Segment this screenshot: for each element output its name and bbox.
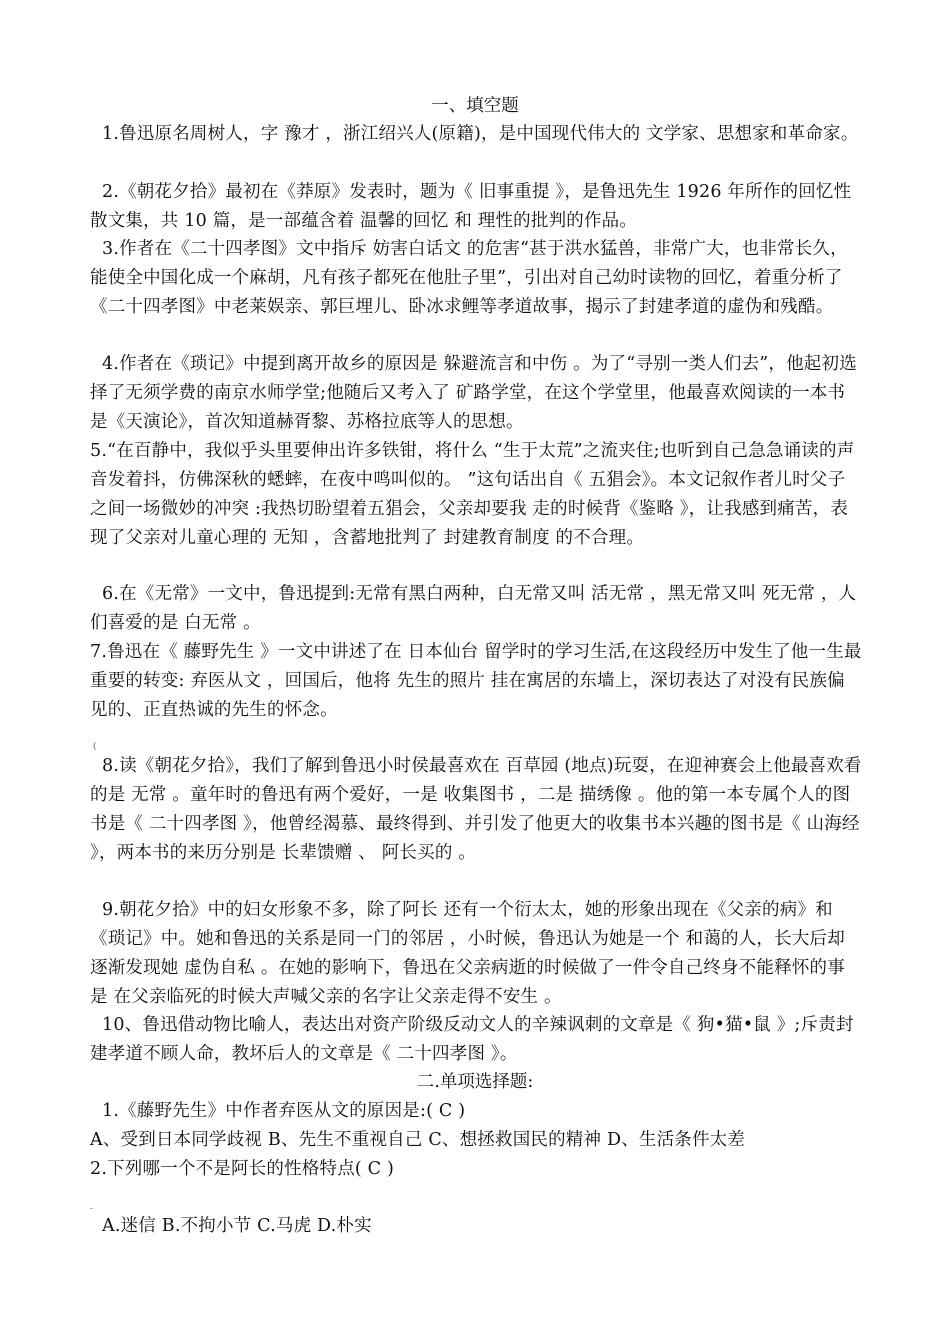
question-7: 7.鲁迅在《 藤野先生 》一文中讲述了在 日本仙台 留学时的学习生活,在这段经历中发生了他一生最重要的转变: 弃医从文 ，回国后，他将 先生的照片 挂在寓居的东墙上，深切表达了对没有民族偏见的、正直热诚的先生的怀念。 <box>90 642 862 720</box>
choice-2-options: A.迷信 B.不拘小节 C.马虎 D.朴实 <box>102 1216 372 1236</box>
question-1: 1.鲁迅原名周树人，字 豫才 ，浙江绍兴人(原籍)，是中国现代伟大的 文学家、思想家和革命家。 <box>102 124 859 144</box>
choice-1-question: 1.《藤野先生》中作者弃医从文的原因是:( C ) <box>102 1101 466 1121</box>
question-2: 2.《朝花夕拾》最初在《莽原》发表时，题为《 旧事重提 》，是鲁迅先生 1926 年所作的回忆性散文集，共 10 篇，是一部蕴含着 温馨的回忆 和 理性的批判的作品。 <box>90 182 852 231</box>
section-heading-choice: 二.单项选择题: <box>416 1072 534 1092</box>
question-10: 10、鲁迅借动物比喻人，表达出对资产阶级反动文人的辛辣讽刺的文章是《 狗•猫•鼠 》;斥责封建孝道不顾人命，教坏后人的文章是《 二十四孝图 》。 <box>90 1015 854 1064</box>
section-heading-fill-in: 一、填空题 <box>431 96 519 116</box>
stray-mark: - <box>90 1204 94 1214</box>
choice-2-question: 2.下列哪一个不是阿长的性格特点( C ) <box>90 1159 395 1179</box>
question-8: 8.读《朝花夕拾》，我们了解到鲁迅小时侯最喜欢在 百草园 (地点)玩耍，在迎神赛会上他最喜欢看的是 无常 。童年时的鲁迅有两个爱好，一是 收集图书 ，二是 描绣像 。他的第一本专属个人的图书是《 二十四孝图 》，他曾经渴慕、最终得到、并引发了他更大的收集书本兴趣的图书是《 山海经 》，两本书的来历分别是 长辈馈赠 、 阿长买的 。 <box>90 756 862 863</box>
stray-mark: ( <box>93 742 97 752</box>
question-6: 6.在《无常》一文中，鲁迅提到:无常有黑白两种，白无常又叫 活无常 ，黑无常又叫 死无常 ，人们喜爱的是 白无常 。 <box>90 584 857 633</box>
question-4: 4.作者在《琐记》中提到离开故乡的原因是 躲避流言和中伤 。为了“寻别一类人们去”，他起初选择了无须学费的南京水师学堂;他随后又考入了 矿路学堂，在这个学堂里，他最喜欢阅读的一本书是《天演论》，首次知道赫胥黎、苏格拉底等人的思想。 <box>90 354 857 432</box>
choice-1-options: A、受到日本同学歧视 B、先生不重视自己 C、想拯救国民的精神 D、生活条件太差 <box>90 1130 746 1150</box>
question-3: 3.作者在《二十四孝图》文中指斥 妨害白话文 的危害“甚于洪水猛兽，非常广大，也非常长久，能使全中国化成一个麻胡，凡有孩子都死在他肚子里”，引出对自己幼时读物的回忆，着重分析了《二十四孝图》中老莱娱亲、郭巨埋儿、卧冰求鲤等孝道故事，揭示了封建孝道的虚伪和残酷。 <box>90 239 848 317</box>
question-9: 9.朝花夕拾》中的妇女形象不多，除了阿长 还有一个衍太太，她的形象出现在《父亲的病》和《琐记》中。她和鲁迅的关系是同一门的邻居 ，小时候，鲁迅认为她是一个 和蔼的人，长大后却逐渐发现她 虚伪自私 。在她的影响下，鲁迅在父亲病逝的时候做了一件令自己终身不能释怀的事是 在父亲临死的时候大声喊父亲的名字让父亲走得不安生 。 <box>90 900 845 1007</box>
question-5: 5.“在百静中，我似乎头里要伸出许多铁钳，将什么 “生于太荒”之流夹住;也听到自己急急诵读的声音发着抖，仿佛深秋的蟋蟀，在夜中鸣叫似的。 ”这句话出自《 五猖会》。本文记叙作者儿时父子之间一场微妙的冲突 :我热切盼望着五猖会，父亲却要我 走的时候背《鉴略 》，让我感到痛苦，表现了父亲对儿童心理的 无知 ，含蓄地批判了 封建教育制度 的不合理。 <box>90 441 855 548</box>
